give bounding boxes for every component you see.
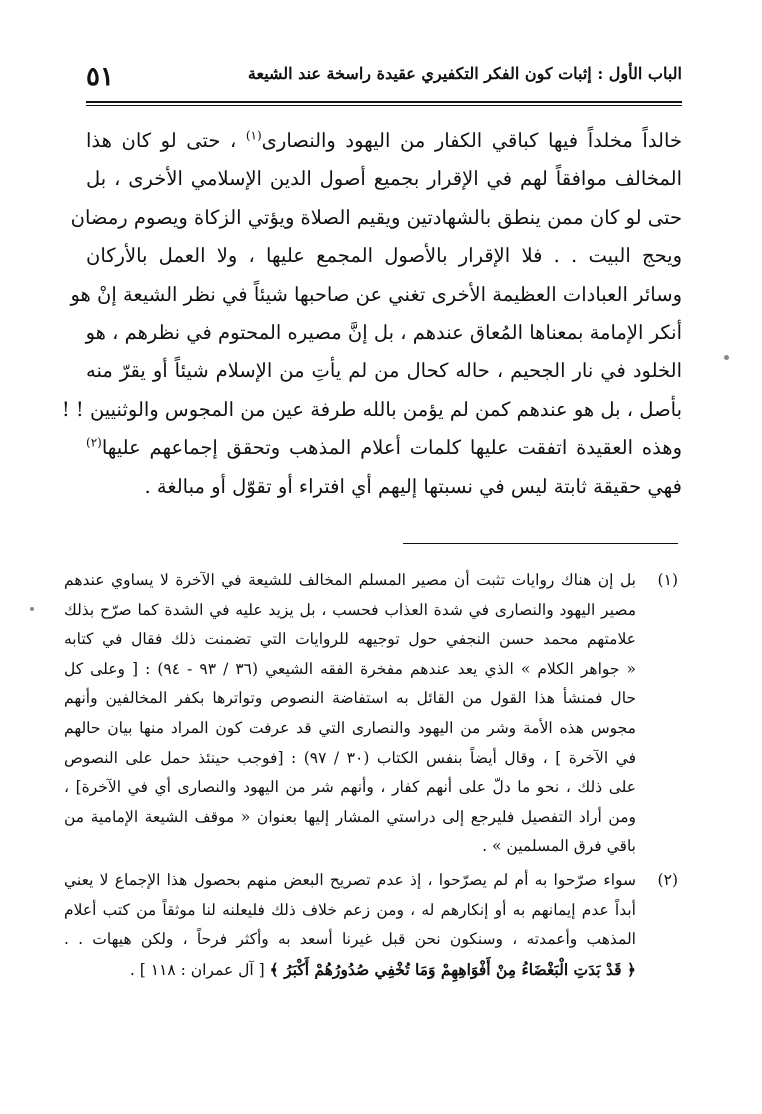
footnote-line: أبداً عدم إيمانهم به أو إنكارهم له ، ومن زعم خلاف ذلك فليعلنه لنا موثقاً من كتب أعلام	[64, 900, 636, 919]
footnote-line: حال فمنشأ هذا القول من القائل به استفاضة النصوص وتواترها بكفر المخالفين وأنهم	[64, 689, 636, 708]
scan-speck	[724, 355, 729, 360]
footnote-line: باقي فرق المسلمين » .	[482, 837, 636, 856]
body-line: المخالف موافقاً لهم في الإقرار بجميع أصول الدين الإسلامي الأخرى ، بل	[86, 167, 682, 191]
main-body	[61, 122, 682, 506]
page-header	[86, 58, 682, 102]
body-line: وهذه العقيدة اتفقت عليها كلمات أعلام المذهب وتحقق إجماعهم عليها$^{(٢)}$	[86, 435, 682, 460]
footnote-line: بل إن هناك روايات تثبت أن مصير المسلم المخالف للشيعة في الآخرة لا يساوي عندهم	[64, 571, 636, 589]
quran-citation-line	[64, 955, 636, 986]
footnote-line: « جواهر الكلام » الذي يعد عندهم مفخرة الفقه الشيعي (٣٦ / ٩٣ - ٩٤) : [ وعلى كل	[64, 659, 637, 678]
body-line: وسائر العبادات العظيمة الأخرى تغني عن صاحبها شيئاً في نظر الشيعة إنْ هو	[70, 282, 682, 306]
footnote-ref-1[interactable]: (١)	[245, 128, 262, 143]
body-line: خالداً مخلداً فيها كباقي الكفار من اليهود والنصارى$^{(١)}$ ، حتى لو كان هذا	[86, 128, 682, 152]
footnote-line: علامتهم محمد حسن النجفي حول توجيهه للروايات التي تضمنت ذلك فقال في كتابه	[64, 630, 636, 649]
scan-speck	[30, 607, 34, 611]
footnote-separator	[403, 543, 678, 544]
footnote-line: سواء صرّحوا به أم لم يصرّحوا ، إذ عدم تصريح البعض منهم بحصول هذا الإجماع لا يعني	[64, 870, 636, 889]
body-line: أنكر الإمامة بمعناها المُعاق عندهم ، بل إنَّ مصيره المحتوم في نظرهم ، هو	[85, 321, 682, 345]
body-line: الخلود في نار الجحيم ، حاله كحال من لم يأتِ من الإسلام شيئاً أو يقرّ منه	[86, 359, 682, 383]
footnote-ref-2[interactable]: (٢)	[86, 435, 102, 450]
footnote-line: المذهب وأعمدته ، وسنكون نحن قبل غيرنا أسعد به وأكثر فرحاً ، ولكن هيهات . .	[64, 930, 636, 949]
body-line: فهي حقيقة ثابتة ليس في نسبتها إليهم أي افتراء أو تقوّل أو مبالغة .	[144, 474, 682, 498]
footnote-1	[64, 566, 678, 862]
page-number: ٥١	[86, 62, 114, 92]
footnote-number: (٢)	[657, 870, 678, 889]
body-line: حتى لو كان ممن ينطق بالشهادتين ويقيم الصلاة ويؤتي الزكاة ويصوم رمضان	[70, 205, 682, 229]
footnote-line: مصير اليهود والنصارى في شدة العذاب فحسب ، بل يزيد عليه في الشدة كما صرّح بذلك	[64, 600, 636, 619]
header-rule-thin	[86, 105, 682, 106]
footnote-2	[64, 866, 678, 985]
header-rule	[86, 101, 682, 103]
footnote-number: (١)	[657, 571, 678, 589]
footnotes	[64, 566, 678, 985]
footnote-line: على ذلك ، نحو ما دلّ على أنهم كفار ، وأنهم شر من اليهود والنصارى أي في الآخرة] ،	[64, 778, 636, 797]
body-line: ويحج البيت . . فلا الإقرار بالأصول المجمع عليها ، ولا العمل بالأركان	[86, 244, 682, 268]
quran-verse: ﴿ قَدْ بَدَتِ الْبَغْضَاءُ مِنْ أَفْوَاهِهِمْ وَمَا تُخْفِي صُدُورُهُمْ أَكْبَرُ ﴾	[269, 959, 636, 979]
footnote-line: ومن أراد التفصيل فليرجع إلى دراستي المشار إليها بعنوان « موقف الشيعة الإمامية من	[64, 807, 636, 826]
footnote-line: في الآخرة ] ، وقال أيضاً بنفس الكتاب (٣٠ / ٩٧) : [فوجب حينئذ حمل على النصوص	[64, 748, 636, 767]
body-line: بأصل ، بل هو عندهم كمن لم يؤمن بالله طرفة عين من المجوس والوثنيين ! !	[61, 397, 682, 421]
quran-reference: [ آل عمران : ١١٨ ] .	[129, 960, 270, 979]
running-title: الباب الأول : إثبات كون الفكر التكفيري عقيدة راسخة عند الشيعة	[247, 64, 682, 83]
footnote-line: مجوس هذه الأمة وشر من اليهود والنصارى التي قد عرفت كون المراد منها بيان حالهم	[64, 718, 636, 737]
